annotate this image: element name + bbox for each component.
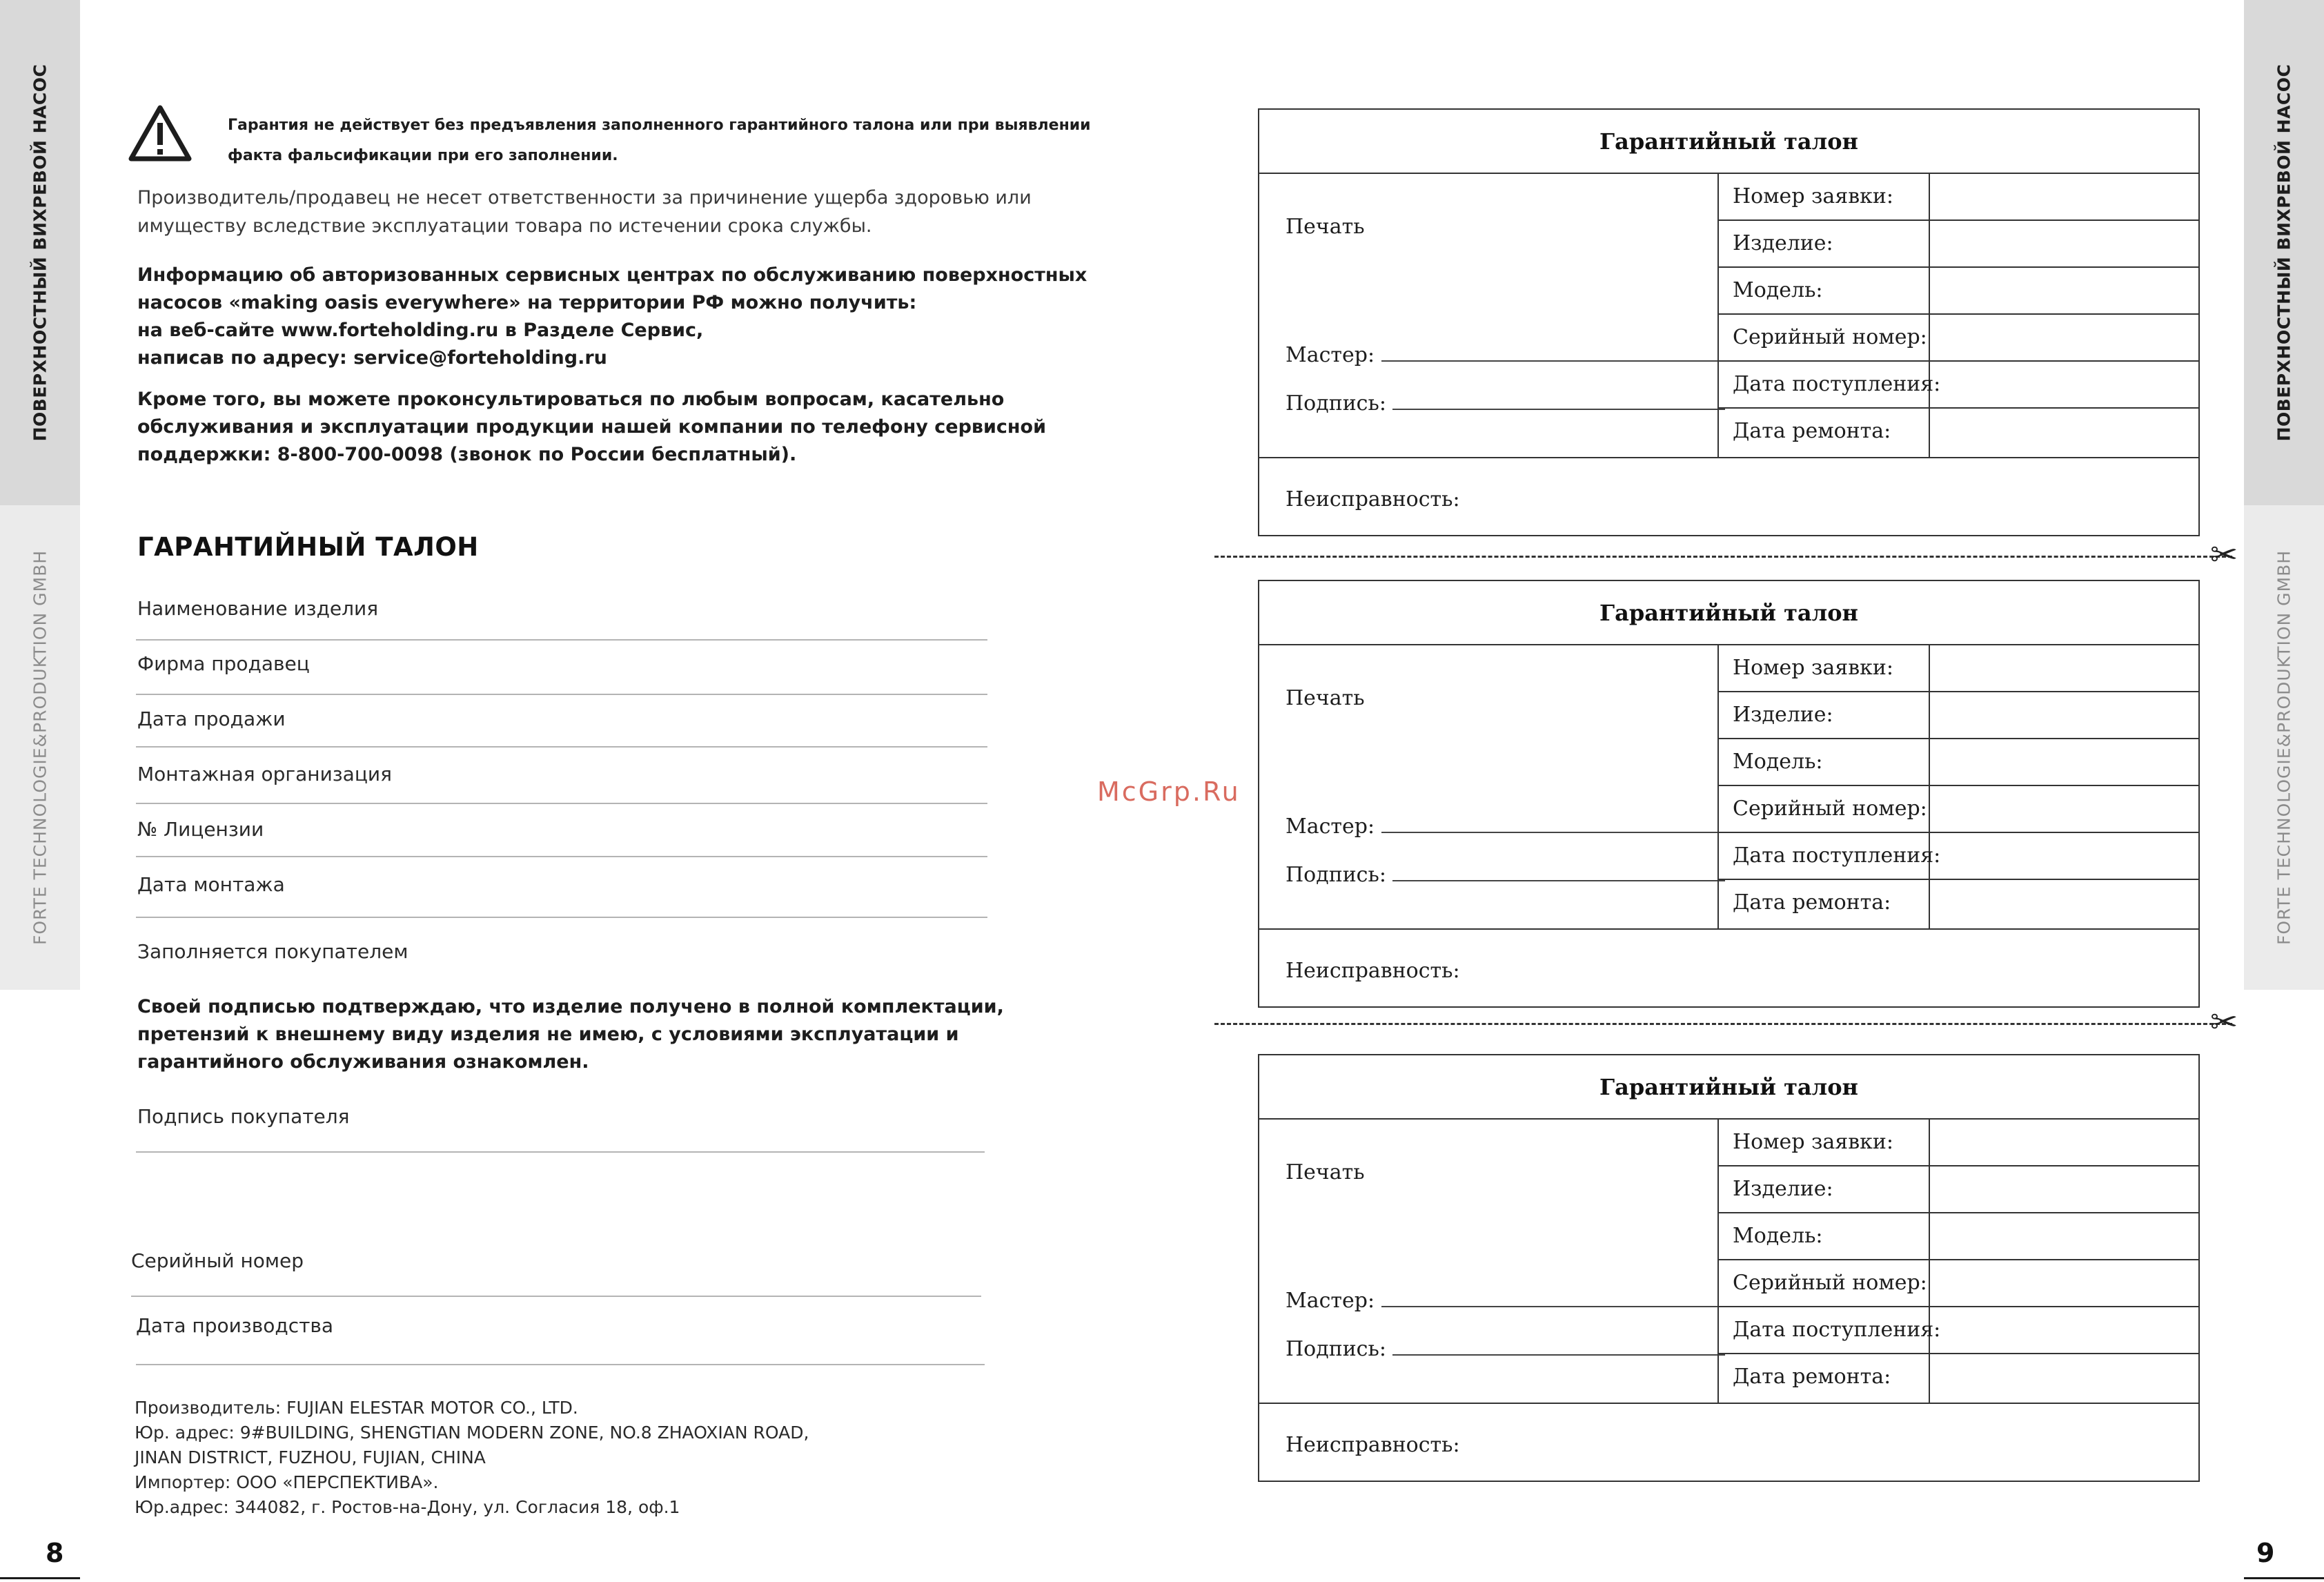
buyer-confirmation (137, 993, 1172, 1076)
cut-line-2 (1214, 1023, 2232, 1025)
coupon-master: Мастер: (1286, 814, 1726, 839)
buyer-signature-label: Подпись покупателя (137, 1105, 350, 1128)
coupon-row[interactable]: Дата ремонта: (1733, 1365, 1891, 1389)
warranty-coupon-3 (1258, 1054, 2200, 1482)
coupon-row[interactable]: Модель: (1719, 739, 2200, 786)
right-side-tab-company (2244, 505, 2324, 990)
consult-info-line-1: Кроме того, вы можете проконсультироваться по любым вопросам, касательно (137, 389, 1005, 410)
coupon-fault-divider (1259, 457, 2198, 458)
coupon-master: Мастер: (1286, 1289, 1726, 1313)
warranty-coupon-1 (1258, 108, 2200, 536)
right-side-company: FORTE TECHNOLOGIE&PRODUKTION GMBH (2274, 549, 2294, 946)
field-install-date-line[interactable] (136, 917, 987, 918)
coupon-signature: Подпись: (1286, 1337, 1725, 1361)
buyer-signature-line[interactable] (136, 1151, 985, 1153)
page-number-left-rule (0, 1577, 80, 1579)
field-product-name-line[interactable] (136, 639, 987, 641)
warning-text (228, 110, 1125, 171)
service-info-line-1: Информацию об авторизованных сервисных центрах по обслуживанию поверхностных (137, 264, 1087, 286)
field-license-line[interactable] (136, 856, 987, 857)
right-side-tab-title (2244, 0, 2324, 505)
field-seller-line[interactable] (136, 694, 987, 695)
service-info-line-3: на веб-сайте www.forteholding.ru в Разделе Сервис, (137, 320, 704, 341)
confirmation-line-3: гарантийного обслуживания ознакомлен. (137, 1051, 589, 1073)
field-product-name-label: Наименование изделия (137, 597, 379, 620)
field-license-label: № Лицензии (137, 818, 264, 841)
disclaimer-line-2: имуществу вследствие эксплуатации товара по истечении срока службы. (137, 215, 872, 237)
manufacturer-info (135, 1396, 1101, 1520)
confirmation-line-2: претензий к внешнему виду изделия не имею, с условиями эксплуатации и (137, 1024, 959, 1045)
watermark: McGrp.Ru (1097, 777, 1241, 807)
manufacturer-line-4: Импортер: ООО «ПЕРСПЕКТИВА». (135, 1472, 439, 1492)
coupon-row[interactable]: Изделие: (1719, 221, 2200, 268)
left-side-tab-company (0, 505, 80, 990)
coupon-master: Мастер: (1286, 343, 1726, 367)
buyer-section-label: Заполняется покупателем (137, 940, 408, 963)
coupon-fault-divider (1259, 928, 2198, 930)
confirmation-line-1: Своей подписью подтверждаю, что изделие получено в полной комплектации, (137, 996, 1004, 1017)
warning-line-2: факта фальсификации при его заполнении. (228, 147, 618, 164)
coupon-stamp: Печать (1286, 1160, 1365, 1184)
coupon-row[interactable]: Дата поступления: (1719, 362, 2200, 409)
coupon-stamp: Печать (1286, 215, 1365, 239)
serial-number-line[interactable] (131, 1296, 981, 1297)
production-date-label: Дата производства (136, 1314, 334, 1337)
coupon-master-line[interactable] (1381, 815, 1726, 833)
manufacturer-line-1: Производитель: FUJIAN ELESTAR MOTOR CO., LTD. (135, 1398, 578, 1418)
field-sale-date-line[interactable] (136, 746, 987, 748)
field-installer-label: Монтажная организация (137, 763, 392, 785)
right-side-title: ПОВЕРХНОСТНЫЙ ВИХРЕВОЙ НАСОС (2274, 64, 2294, 442)
left-side-company: FORTE TECHNOLOGIE&PRODUKTION GMBH (30, 549, 50, 946)
field-seller-label: Фирма продавец (137, 652, 310, 675)
warranty-coupon-2 (1258, 580, 2200, 1008)
coupon-row[interactable]: Дата поступления: (1719, 1307, 2200, 1354)
coupon-row[interactable]: Дата ремонта: (1733, 419, 1891, 443)
coupon-master-line[interactable] (1381, 1289, 1726, 1307)
coupon-title: Гарантийный талон (1259, 1055, 2198, 1120)
production-date-line[interactable] (136, 1364, 985, 1365)
disclaimer-text (137, 184, 1172, 240)
service-info (137, 262, 1172, 372)
page-number-right-rule (2244, 1577, 2324, 1579)
service-info-line-4: написав по адресу: service@forteholding.ru (137, 347, 607, 369)
coupon-title: Гарантийный талон (1259, 110, 2198, 174)
coupon-master-line[interactable] (1381, 344, 1726, 362)
service-info-line-2: насосов «making oasis everywhere» на территории РФ можно получить: (137, 292, 917, 313)
coupon-signature-line[interactable] (1392, 1338, 1725, 1356)
scissors-icon: ✂ (2210, 536, 2238, 574)
coupon-fault[interactable]: Неисправность: (1286, 1433, 1460, 1457)
left-side-title: ПОВЕРХНОСТНЫЙ ВИХРЕВОЙ НАСОС (30, 64, 50, 442)
coupon-row[interactable]: Дата ремонта: (1733, 890, 1891, 915)
field-sale-date-label: Дата продажи (137, 707, 286, 730)
coupon-signature-line[interactable] (1392, 863, 1725, 881)
coupon-fault[interactable]: Неисправность: (1286, 487, 1460, 511)
coupon-signature: Подпись: (1286, 863, 1725, 887)
cut-line-1 (1214, 556, 2232, 558)
coupon-row[interactable]: Дата поступления: (1719, 833, 2200, 880)
coupon-fault-divider (1259, 1403, 2198, 1404)
warning-line-1: Гарантия не действует без предъявления заполненного гарантийного талона или при выявлении (228, 117, 1091, 134)
coupon-stamp: Печать (1286, 686, 1365, 710)
coupon-signature: Подпись: (1286, 391, 1725, 416)
serial-number-label: Серийный номер (131, 1249, 304, 1272)
consult-info-line-3: поддержки: 8-800-700-0098 (звонок по России бесплатный). (137, 444, 797, 465)
consult-info-line-2: обслуживания и эксплуатации продукции нашей компании по телефону сервисной (137, 416, 1047, 438)
page-number-right: 9 (2256, 1538, 2275, 1568)
coupon-row[interactable]: Номер заявки: (1719, 174, 2200, 221)
page-number-left: 8 (46, 1538, 64, 1568)
coupon-row[interactable]: Модель: (1719, 1213, 2200, 1260)
coupon-signature-line[interactable] (1392, 392, 1725, 410)
coupon-fault[interactable]: Неисправность: (1286, 959, 1460, 983)
left-side-tab-title (0, 0, 80, 505)
manufacturer-line-5: Юр.адрес: 344082, г. Ростов-на-Дону, ул. Согласия 18, оф.1 (135, 1497, 680, 1517)
manufacturer-line-3: JINAN DISTRICT, FUZHOU, FUJIAN, CHINA (135, 1447, 486, 1467)
coupon-row[interactable]: Изделие: (1719, 692, 2200, 739)
scissors-icon: ✂ (2210, 1003, 2238, 1042)
coupon-row[interactable]: Серийный номер: (1719, 786, 2200, 833)
coupon-row[interactable]: Модель: (1719, 268, 2200, 315)
warranty-form-title: ГАРАНТИЙНЫЙ ТАЛОН (137, 532, 479, 562)
coupon-title: Гарантийный талон (1259, 581, 2198, 645)
coupon-row[interactable]: Номер заявки: (1719, 1120, 2200, 1166)
consult-info (137, 386, 1172, 469)
field-installer-line[interactable] (136, 803, 987, 804)
field-install-date-label: Дата монтажа (137, 873, 285, 896)
coupon-row[interactable]: Серийный номер: (1719, 1260, 2200, 1307)
manufacturer-line-2: Юр. адрес: 9#BUILDING, SHENGTIAN MODERN ZONE, NO.8 ZHAOXIAN ROAD, (135, 1423, 809, 1443)
coupon-row[interactable]: Номер заявки: (1719, 645, 2200, 692)
coupon-row[interactable]: Серийный номер: (1719, 315, 2200, 362)
coupon-row[interactable]: Изделие: (1719, 1166, 2200, 1213)
disclaimer-line-1: Производитель/продавец не несет ответственности за причинение ущерба здоровью или (137, 187, 1032, 208)
warning-triangle-icon (127, 104, 193, 164)
